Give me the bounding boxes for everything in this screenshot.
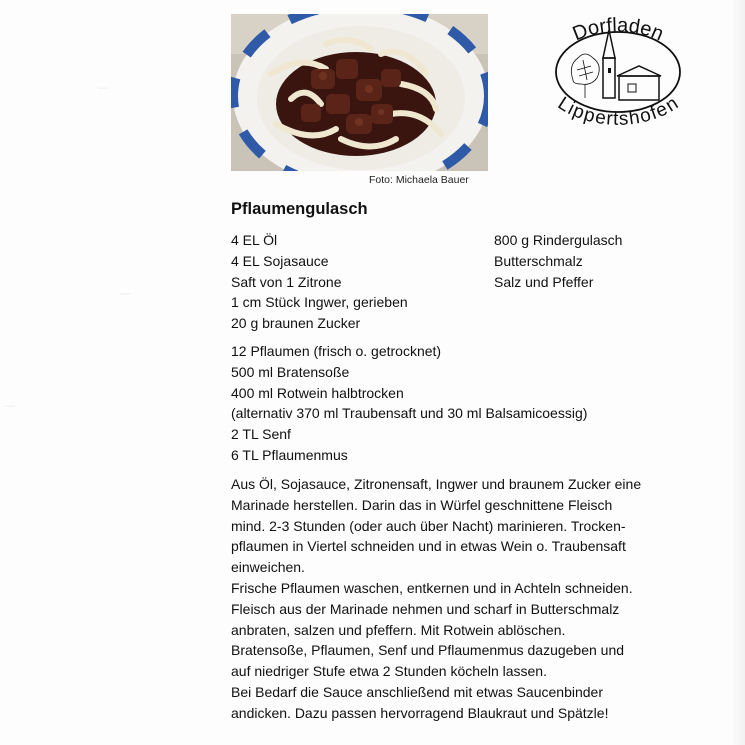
ingredient-item: 2 TL Senf [231, 426, 291, 443]
ingredient-item: Salz und Pfeffer [494, 273, 594, 290]
instruction-line: Frische Pflaumen waschen, entkernen und in Achteln schneiden. [231, 579, 633, 596]
instruction-line: pflaumen in Viertel schneiden und in etwas Wein o. Traubensaft [231, 538, 626, 555]
ingredient-item: 4 EL Sojasauce [231, 252, 329, 269]
logo-top-text: Dorfladen [569, 14, 667, 46]
photo-caption: Foto: Michaela Bauer [369, 174, 469, 186]
dorfladen-logo [533, 10, 703, 130]
ghost-text: — [4, 400, 15, 412]
ingredient-item: 800 g Rindergulasch [494, 232, 623, 248]
instruction-line: Bratensoße, Pflaumen, Senf und Pflaumenmus dazugeben und [231, 642, 625, 659]
food-photo [231, 14, 488, 171]
ghost-text: — [120, 288, 131, 300]
ingredient-item: 400 ml Rotwein halbtrocken [231, 384, 404, 401]
page-edge-shadow [730, 0, 745, 745]
ingredient-item: Saft von 1 Zitrone [231, 273, 342, 290]
instruction-line: anbraten, salzen und pfeffern. Mit Rotwein ablöschen. [231, 621, 566, 638]
ghost-text: — [98, 82, 109, 94]
ingredient-item: Butterschmalz [494, 252, 583, 269]
ingredient-item: 1 cm Stück Ingwer, gerieben [231, 294, 408, 311]
instruction-line: Fleisch aus der Marinade nehmen und scharf in Butterschmalz [231, 600, 620, 617]
ingredient-item: 6 TL Pflaumenmus [231, 446, 348, 463]
instruction-line: andicken. Dazu passen hervorragend Blaukraut und Spätzle! [231, 704, 609, 721]
ingredient-item: 4 EL Öl [231, 232, 278, 248]
instruction-line: Aus Öl, Sojasauce, Zitronensaft, Ingwer und braunem Zucker eine [231, 476, 642, 492]
ingredient-item: 20 g braunen Zucker [231, 315, 361, 332]
instructions-paragraph [231, 474, 701, 724]
ingredient-item: 500 ml Bratensoße [231, 363, 350, 380]
instruction-line: mind. 2-3 Stunden (oder auch über Nacht) marinieren. Trocken- [231, 517, 626, 534]
ingredient-item: (alternativ 370 ml Traubensaft und 30 ml Balsamicoessig) [231, 405, 588, 422]
instruction-line: Marinade herstellen. Darin das in Würfel geschnittene Fleisch [231, 496, 613, 513]
instruction-line: Bei Bedarf die Sauce anschließend mit etwas Saucenbinder [231, 683, 603, 700]
goulash-image [231, 14, 488, 171]
ingredients-more-list [231, 341, 587, 466]
ingredients-right-list [494, 230, 622, 292]
ingredient-item: 12 Pflaumen (frisch o. getrocknet) [231, 343, 442, 359]
ingredients-left-list [231, 230, 408, 334]
instruction-line: einweichen. [231, 559, 305, 576]
recipe-title: Pflaumengulasch [231, 200, 368, 218]
instruction-line: auf niedriger Stufe etwa 2 Stunden köcheln lassen. [231, 663, 547, 680]
logo-bottom-text: Lippertshofen [553, 93, 683, 130]
